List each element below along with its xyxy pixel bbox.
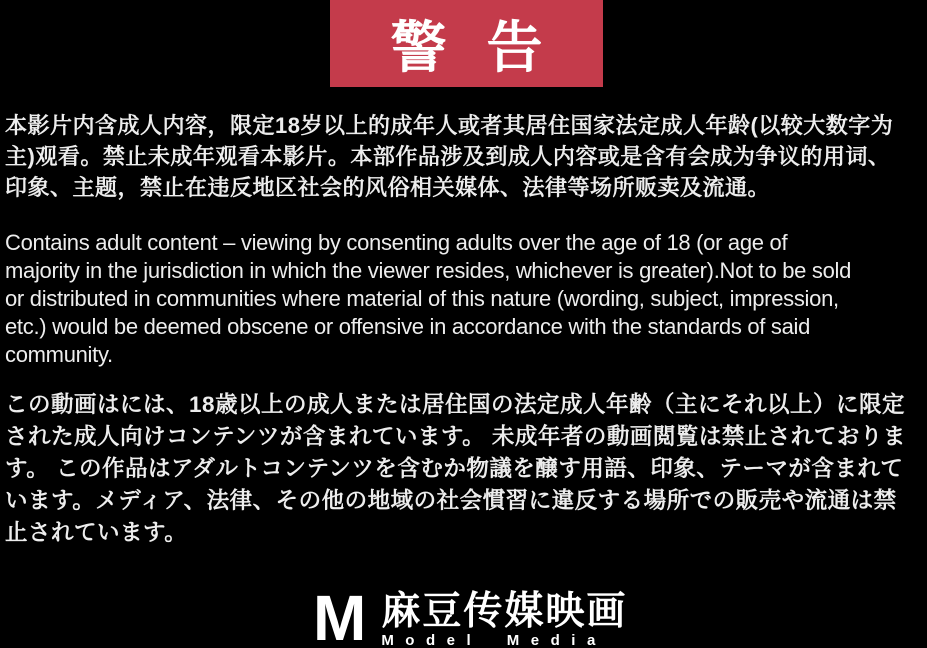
disclaimer-chinese [5, 110, 923, 203]
disclaimer-chinese-line: 印象、主题，禁止在违反地区社会的风俗相关媒体、法律等场所贩卖及流通。 [5, 175, 771, 200]
disclaimer-english-line: etc.) would be deemed obscene or offensive in accordance with the standards of said [5, 314, 811, 339]
disclaimer-japanese-line: います。メディア、法律、その他の地域の社会慣習に違反する場所での販売や流通は禁 [5, 488, 897, 513]
studio-logo [313, 582, 628, 648]
warning-banner-title: 警告 [390, 15, 583, 79]
model-media-m-logo-icon: M [313, 582, 365, 648]
disclaimer-japanese-line: 止されています。 [5, 520, 188, 545]
disclaimer-chinese-line: 主)观看。禁止未成年观看本影片。本部作品涉及到成人内容或是含有会成为争议的用词、 [5, 144, 891, 169]
disclaimer-english [5, 229, 923, 369]
disclaimer-english-line: Contains adult content – viewing by consenting adults over the age of 18 (or age of [5, 230, 788, 255]
studio-logo-text [381, 590, 627, 648]
disclaimer-chinese-line: 本影片内含成人内容，限定18岁以上的成年人或者其居住国家法定成人年龄(以较大数字为 [5, 113, 894, 138]
studio-name-english: Model Media [381, 632, 607, 648]
disclaimer-japanese-line: された成人向けコンテンツが含まれています。 未成年者の動画閲覧は禁止されておりま [5, 424, 906, 449]
disclaimer-english-line: or distributed in communities where material of this nature (wording, subject, impression, [5, 286, 839, 311]
warning-banner [330, 0, 603, 87]
disclaimer-japanese-line: この動画はには、18歳以上の成人または居住国の法定成人年齢（主にそれ以上）に限定 [5, 392, 906, 417]
disclaimer-english-line: majority in the jurisdiction in which the viewer resides, whichever is greater).Not to be sold [5, 258, 852, 283]
disclaimer-japanese-line: す。 この作品はアダルトコンテンツを含むか物議を醸す用語、印象、テーマが含まれて [5, 456, 904, 481]
disclaimer-english-line: community. [5, 342, 113, 367]
studio-name-chinese: 麻豆传媒映画 [381, 590, 628, 633]
disclaimer-japanese [5, 389, 923, 549]
